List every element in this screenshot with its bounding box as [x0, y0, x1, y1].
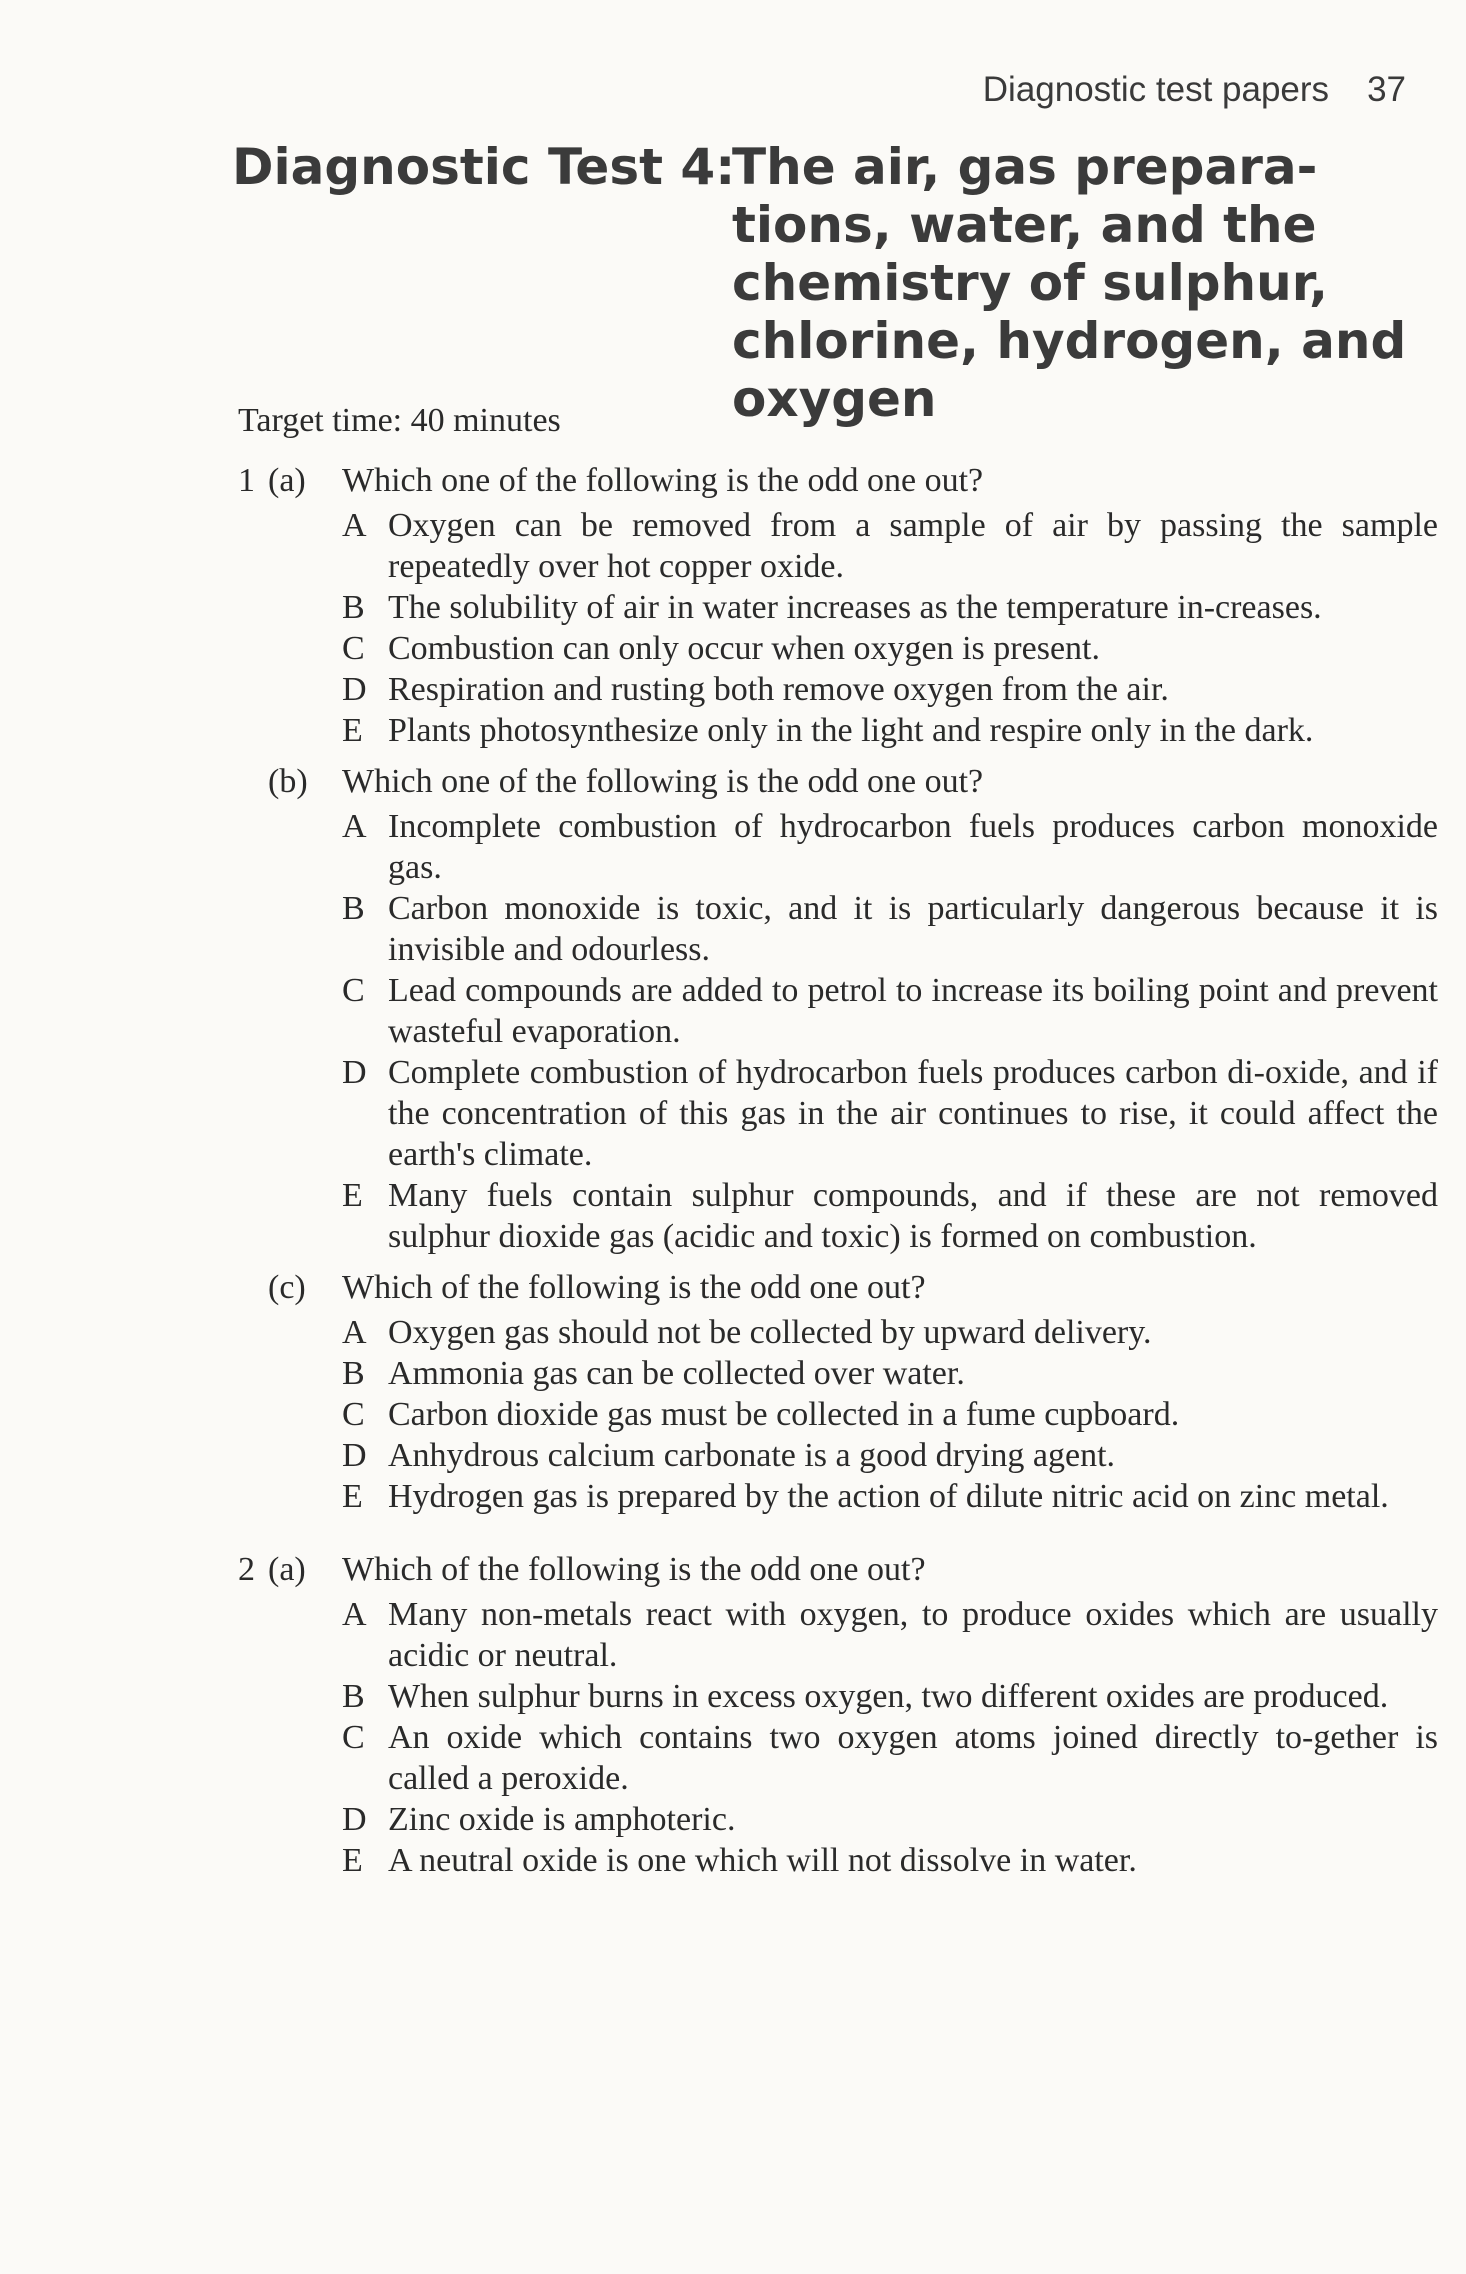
option-text: An oxide which contains two oxygen atoms joined directly to-gether is called a peroxide. [388, 1719, 1438, 1797]
option-text: Oxygen can be removed from a sample of air by passing the sample repeatedly over hot copper oxide. [388, 507, 1438, 585]
option-list [342, 505, 1438, 751]
option-letter: C [342, 1396, 365, 1433]
option [342, 628, 1438, 669]
question-part [238, 1267, 1438, 1308]
option-text: Carbon dioxide gas must be collected in a fume cupboard. [388, 1396, 1180, 1433]
option [342, 1676, 1438, 1717]
question-part [238, 1549, 1438, 1590]
option [342, 1312, 1438, 1353]
running-head [983, 70, 1406, 110]
option-letter: E [342, 712, 363, 749]
option [342, 1052, 1438, 1175]
option-text: Incomplete combustion of hydrocarbon fuels produces carbon monoxide gas. [388, 808, 1438, 886]
option [342, 888, 1438, 970]
option [342, 1175, 1438, 1257]
part-label: (c) [268, 1269, 306, 1306]
question-list [238, 460, 1438, 1891]
part-prompt: Which one of the following is the odd one out? [342, 763, 984, 800]
option-text: Oxygen gas should not be collected by upward delivery. [388, 1314, 1152, 1351]
option-letter: C [342, 1719, 365, 1756]
option-text: Plants photosynthesize only in the light and respire only in the dark. [388, 712, 1314, 749]
option [342, 1594, 1438, 1676]
option-text: Combustion can only occur when oxygen is present. [388, 630, 1100, 667]
part-label: (a) [268, 462, 306, 499]
option-text: Respiration and rusting both remove oxygen from the air. [388, 671, 1169, 708]
option-letter: C [342, 972, 365, 1009]
option-text: Zinc oxide is amphoteric. [388, 1801, 736, 1838]
test-title-line: chlorine, hydrogen, and [732, 312, 1407, 370]
question-number: 2 [238, 1551, 255, 1588]
option [342, 970, 1438, 1052]
option-text: Hydrogen gas is prepared by the action of dilute nitric acid on zinc metal. [388, 1478, 1389, 1515]
option-text: Ammonia gas can be collected over water. [388, 1355, 965, 1392]
option-letter: B [342, 1355, 365, 1392]
option-letter: B [342, 589, 365, 626]
option-text: A neutral oxide is one which will not dissolve in water. [388, 1842, 1137, 1879]
test-title-line: tions, water, and the [732, 196, 1317, 254]
question-number: 1 [238, 462, 255, 499]
option-text: Many non-metals react with oxygen, to produce oxides which are usually acidic or neutral. [388, 1596, 1438, 1674]
question-2 [238, 1549, 1438, 1881]
option-letter: E [342, 1478, 363, 1515]
option-text: Many fuels contain sulphur compounds, and if these are not removed sulphur dioxide gas (acidic and toxic) is formed on combustion. [388, 1177, 1438, 1255]
option-letter: E [342, 1177, 363, 1214]
option [342, 1353, 1438, 1394]
page-number: 37 [1367, 70, 1406, 109]
test-title-line: The air, gas prepara- [732, 138, 1318, 196]
target-time: Target time: 40 minutes [238, 402, 561, 439]
option [342, 505, 1438, 587]
question-part [238, 460, 1438, 501]
part-prompt: Which of the following is the odd one out? [342, 1269, 926, 1306]
part-label: (a) [268, 1551, 306, 1588]
option-list [342, 1594, 1438, 1881]
option [342, 1394, 1438, 1435]
question-part [238, 761, 1438, 802]
option [342, 587, 1438, 628]
test-title-subject [732, 138, 1412, 428]
test-title-line: chemistry of sulphur, [732, 254, 1328, 312]
option-list [342, 1312, 1438, 1517]
running-title: Diagnostic test papers [982, 70, 1330, 109]
option-text: Lead compounds are added to petrol to increase its boiling point and prevent wasteful evaporation. [388, 972, 1438, 1050]
option [342, 1840, 1438, 1881]
option-letter: B [342, 890, 365, 927]
option [342, 669, 1438, 710]
option [342, 806, 1438, 888]
question-1 [238, 460, 1438, 1517]
option [342, 1799, 1438, 1840]
option-letter: A [342, 1596, 367, 1633]
option-letter: E [342, 1842, 363, 1879]
option [342, 1476, 1438, 1517]
option [342, 1435, 1438, 1476]
option-letter: D [342, 1801, 367, 1838]
test-title-line: oxygen [732, 370, 937, 428]
option-text: Complete combustion of hydrocarbon fuels produces carbon di-oxide, and if the concentration of this gas in the air continues to rise, it could affect the earth's climate. [388, 1054, 1438, 1173]
option-letter: C [342, 630, 365, 667]
option-letter: D [342, 1437, 367, 1474]
option-text: Carbon monoxide is toxic, and it is particularly dangerous because it is invisible and odourless. [388, 890, 1438, 968]
option-letter: A [342, 1314, 367, 1351]
option-letter: B [342, 1678, 365, 1715]
option-text: The solubility of air in water increases as the temperature in-creases. [388, 589, 1322, 626]
part-label: (b) [268, 763, 308, 800]
option-text: When sulphur burns in excess oxygen, two different oxides are produced. [388, 1678, 1389, 1715]
option-list [342, 806, 1438, 1257]
part-prompt: Which one of the following is the odd one out? [342, 462, 984, 499]
option-text: Anhydrous calcium carbonate is a good drying agent. [388, 1437, 1116, 1474]
option [342, 1717, 1438, 1799]
option-letter: D [342, 1054, 367, 1091]
option-letter: D [342, 671, 367, 708]
option [342, 710, 1438, 751]
part-prompt: Which of the following is the odd one out? [342, 1551, 926, 1588]
option-letter: A [342, 507, 367, 544]
test-title-prefix: Diagnostic Test 4: [232, 138, 736, 196]
option-letter: A [342, 808, 367, 845]
